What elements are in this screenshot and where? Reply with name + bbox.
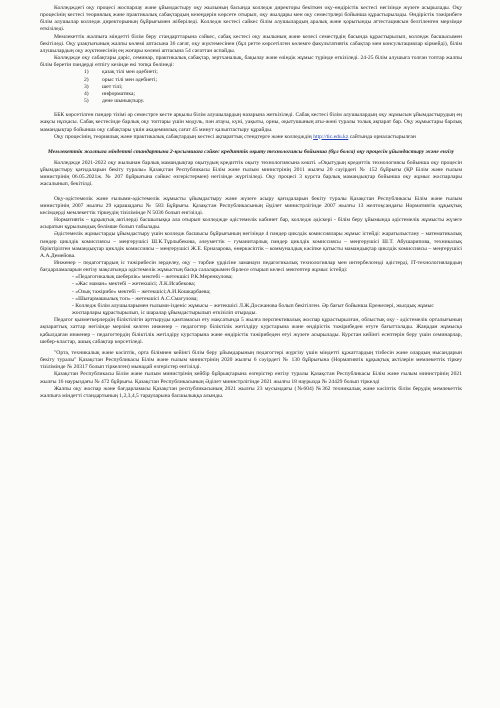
paragraph-timetable: ББК көрсетілген пәндер тізімі әр семестрге кесте арқылы білім алушылардың назарына жеткізіледі. Сабақ кестесі білім алушылардың оқу жұмысын ұйымдастырудың ең жақсы нұсқасы. Сабақ кестесінде барлық оқу топтары үшін модуль, пән атауы, күні, уақыты, орны, оқытушының аты-жөні туралы толық ақпарат бар. Оқу жұмыстары барлық мамандықтар бойынша оқу сабақтары үшін академиялық сағат 45 минут қалыптастыру құрайды.: [40, 112, 462, 133]
paragraph-curriculum: Жалпы оқу жоспар және бағдарламасы Қазақстан республикасының 2021 жылғы 23 мусымдағы (№604) №362 техникалық және кәсіптік білім берудің мемлекеттік жалпыға міндетті стандартының 1,2,3,4,5 тарауларына басшылыққа алынды.: [40, 385, 462, 399]
paragraph-schedule-intro: Колледждегі оқу процесі жоспарлау және ұйымдастыру оқу жылының басында колледж директоры бекіткен оқу-өндірістік кестесі негізінде жүзеге асырылады. Оқу процесінің кестесі теориялық және практикалық сабақтардың кезеңдерін көрсете отырып, оқу жылдары мен оқу семестрлері бойынша құрастырылады. Өндірістік тәжірибеге білім алушылар колледж директорының бұйрығымен жіберіледі. Колледж кестесі сайкес білім алушылардың аралық және қорытынды аттестациясын белгіленген мерзімде өткізіледі.: [40, 5, 462, 33]
paragraph-commissions: Әдістемелік жұмыстарды ұйымдастыру үшін колледж басшысы бұйрығының негізінде 4 пәндер циклдік комиссиялары жұмыс істейді: жаратылыстану – математикалық пәндер циклдік комиссиясы – меңгерушісі Ш.К.Тұрлыбекова, әлеуметтік – гуманитарлық пәндер циклдік комиссиясы – меңгерушісі Ш.Т. Абушарипова, техникалық біріктірілген мамандықтар циклдік комиссиясы – меңгерушісі Ж.Е. Ерназарова, өнеркәсіптік – коммуналдық кәсіпке қатысты мамандықтар циклдік комиссиясы – меңгерушісі А.А.Демейова.: [40, 231, 462, 259]
paragraph-ministry-order: Қазақстан Республикасы Білім және ғылым министрінің кейбір бұйрықтарына өзгерістер енгізу туралы Қазақстан Республикасы Білім және ғылым министрінің 2021 жылғы 16 наурыздағы № 472 бұйрығы. Қазақстан Республикасының Әділет министрлігінде 2021 жылғы 18 наурызда № 24429 болып тіркелді: [40, 371, 462, 385]
list-item: 5) дене шынықтыру.: [84, 98, 145, 105]
paragraph-methodical-rules: Оқу-әдістемелік және ғылыми-әдістемелік жұмысты ұйымдастыру және жүзеге асыру қағидаларын бекіту туралы Қазақстан Республикасы Білім және ғылым министрінің 2007 жылғы 29 қарашадағы № 583 Бұйрығы. Қазақстан Республикасының Әділет министрлігінде 2007 жылғы 13 желтоқсандағы Нормативтік құқықтық кесімдерді мемлекеттік тіркеудің тізілімінде N 5036 болып енгізілді.: [40, 195, 462, 216]
paragraph-credit-tech: Колледжде 2021-2022 оқу жылынан барлық мамандықтар оқытудың кредиттік оқыту технологиясына көшті. «Оқытудың кредиттік технологиясы бойынша оқу процесін ұйымдастыру қағидаларын бекіту туралы» Қазақстан Республикасы Білім және ғылым министрінің 2011 жылғы 20 сәуірдегі № 152 бұйрығы (ҚР Білім және ғылым министрінің 06.05.2021ж. № 207 бұйрығына сәйкес өзгерістермен) негізінде жүргізіледі. Оқу процесі 3 курста барлық мамандықтар бойынша оқу жұмыс жоспарлары жасалынып, бекітілді.: [40, 159, 462, 188]
list-item: 1) қазақ тілі мен әдебиеті;: [84, 69, 158, 76]
list-item: 3) шет тілі;: [84, 83, 123, 90]
paragraph-documents-order: "Орта, техникалық және кәсіптік, орта білімнен кейінгі білім беру ұйымдарының педагогтері жүргізу үшін міндетті құжаттардың тізбесін және олардың нысандарын бекіту туралы" Қазақстан Республикасы Білім және ғылым министрінің 2020 жылғы 6 сәуірдегі № 130 бұйрығына (Нормативтік құқықтық актілерін мемлекеттік тіркеу тізілімінде № 20317 болып тіркелген) мынадай өзгерістер енгізілді.: [40, 349, 462, 371]
paragraph-normative: Нормативтік – құқықтық актілерді басшылыққа ала отырып колледжде әдістемелік кабинет бар, колледж әдіскері - білім беру ұйымында әдістемелік жұмысты жүзеге асыратын құрылымдық бөлімше болып табылады.: [40, 217, 462, 231]
list-item: - «Жас маман» мектебі – жетекшісі; Л.К.Исабекова;: [72, 281, 462, 288]
paragraph-lesson-types: Колледжде оқу сабақтары дәріс, семинар, практикалық сабақтар, зертханалық, бақылау және өзіндік жұмыс түрінде өткізіледі. 24-25 білім алушыға толған топтар жалпы білім беретін пәндерді өтпігу кезінде екі топқа бөлінеді:: [40, 55, 462, 69]
list-item: 2) орыс тілі мен әдебиеті;: [84, 76, 158, 83]
section-heading: Мемлекеттік жалпыға міндетті стандартына 2-қосымшаға сәйкес кредиттік оқыту технологиясы бойынша (бұл болса) оқу процесін ұйымдастыру және енгізу: [47, 148, 455, 155]
list-item: - Колледж білім алушыларымен ғылыми-ізденіс жұмысы – жетекшісі Л.Ж.Досжанова болып бекітілген. Әр бағыт бойынша Ережелері, жылдық жұмыс жоспарлары құрастырылып, іс шаралар ұйымдастырылып өткізіліп отырады.: [72, 303, 462, 317]
paragraph-qualification: Педагог қызметкерлердің біліктілігін арттыруды қамтамасыз ету мақсатында 5 жылға перспективалық жоспар құрастырылған, облыстық оқу - әдістемелік орталығының ақпараттық хаттар негізінде мерзімі келген инженер – педагогтер біліктілік жетілдіру курстарына және өндірістік тәжірибеден өтуге бағытталады. Жаңадан жұмысқа қабылдаған инженер – педагогтердің біліктілік жетілдіру курстарына және өндірістік тәжірибеден өтуі жүзеге асырылады. Курстан кейінгі есептерін беру үшін семинарлар, шебер-кластар, ашық сабақтар көрсетіледі.: [40, 317, 462, 345]
college-site-link[interactable]: http://tic.edu.kz: [313, 133, 349, 140]
list-item: - «Озық тәжірибе» мектебі – жетекшісі;А.И.Кошкарбаева;: [72, 289, 462, 296]
paragraph-schools: Инженер – педагогтардың іс тәжірибесін зерделеу, оқу – тәрбие үрдісіне заманауи педагогикалық технологиялар мен интербелсенді әдістерді, IT-технологиялардың бағдарламаларын енгізу мақсатында әдістемелік жұмыстың басқа салаларымен бірлесе отырып келесі мектептер жұмыс істейді:: [40, 260, 462, 274]
paragraph-stands: Оқу процесінің, теориялық және практикалық сабақтардың кестесі ақпараттық стендтерге және колледждің http://tic.edu.kz сайтында орналастырылған: [54, 133, 416, 140]
subject-list: [40, 69, 462, 105]
list-item: - «Педагогикалық шеберлік» мектебі – жетекшісі Р.К.Меренкулова;: [72, 274, 462, 281]
schools-list: [40, 274, 462, 317]
paragraph-standards: Мемлекеттік жалпыға міндетті білім беру стандарттарына сәйкес, сабақ кестесі оқу жылының және келесі семестрдің басында құрастырылып, колледж басшысымен бекітіледі. Оқу ұзақтығының жалпы көлемі аптасына 36 сағат, оқу жүктемесінен (бұл ретте көрсетілген көлемге факультативтік сабақтар мен консультациялар кірмейді), білім алушылардың оқу жүктемесінің ең жоғары көлемі аптасына 54 сағаттан аспайды.: [40, 33, 462, 54]
list-item: - «Шығармашылық топ» - жетекшісі А.С.Смагулова;: [72, 296, 462, 303]
list-item: 4) информатика;: [84, 90, 136, 97]
